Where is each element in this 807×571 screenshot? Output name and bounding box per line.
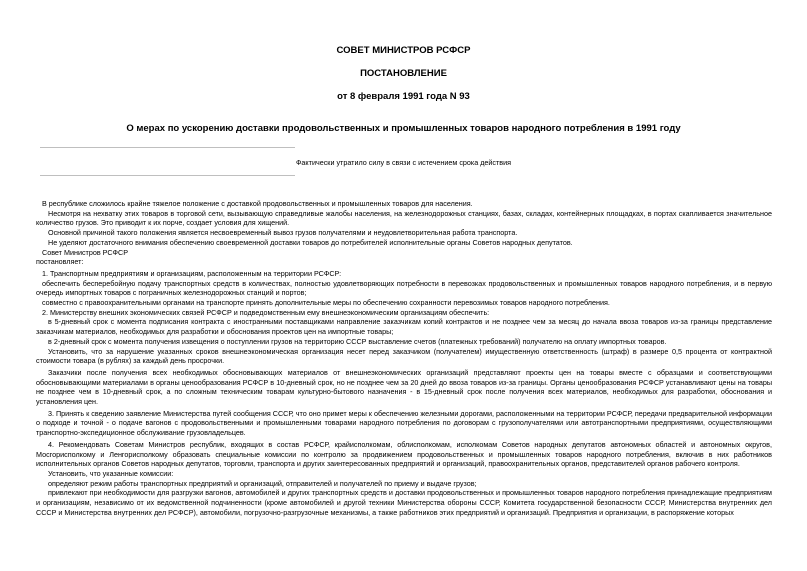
paragraph: Совет Министров РСФСР <box>42 247 129 257</box>
paragraph: постановляет: <box>36 257 84 267</box>
paragraph: Основной причиной такого положения является несвоевременный вывоз грузов получателями и неудовлетворительная работа транспорта. <box>48 228 518 238</box>
divider-bottom <box>40 175 295 176</box>
paragraph: Не уделяют достаточного внимания обеспечению своевременной доставки товаров до потребителей исполнительные органы Советов народных депутатов. <box>48 237 573 247</box>
document-title: О мерах по ускорению доставки продовольственных и промышленных товаров народного потребления в 1991 году <box>126 123 681 134</box>
status-note: Фактически утратило силу в связи с истечением срока действия <box>295 158 512 167</box>
paragraph: Несмотря на нехватку этих товаров в торговой сети, вызывающую справедливые жалобы населения, на железнодорожных станциях, базах, складах, контейнерных площадках, в портах скапливается значительное количество грузов. Это приводит к их порче, создает условия для хищений. <box>36 208 772 228</box>
paragraph: Установить, что за нарушение указанных сроков внешнеэкономическая организация несет перед заказчиком (получателем) имущественную ответственность (штраф) в размере 0,5 процента от контрактной стоимости товара (в рублях) за каждый день просрочки. <box>36 346 772 366</box>
paragraph: В республике сложилось крайне тяжелое положение с доставкой продовольственных и промышленных товаров для населения. <box>42 199 473 208</box>
paragraph: 4. Рекомендовать Советам Министров республик, входящих в состав РСФСР, крайисполкомам, облисполкомам, исполкомам Советов народных депутатов автономных областей и автономных округов, Мосгорисполкому и Ленгорисполкому образовать специальные комиссии по контролю за продвижением продовольственных и промышленных товаров народного потребления, включив в них работников исполнительных органов Советов народных депутатов, торговли, транспорта и других заинтересованных предприятий и организаций, правоохранительных органов, представителей органов рабочего контроля. <box>36 439 772 469</box>
paragraph: определяют режим работы транспортных предприятий и организаций, отправителей и получателей по приему и выдаче грузов; <box>48 478 477 488</box>
paragraph: Заказчики после получения всех необходимых обосновывающих материалов от внешнеэкономических организаций представляют проекты цен на товары вместе с образцами и соответствующими обосновывающими материалами в органы ценообразования РСФСР в 10-дневный срок, но не позднее чем за 20 дней до ввоза товаров из-за границы. Органы ценообразования РСФСР устанавливают цены на товары не позднее чем в 10-дневный срок, а по сложным техническим товарам культурно-бытового назначения - в 15-дневный срок после получения всех материалов, необходимых для разработки, обоснования и установления цен. <box>36 367 772 407</box>
paragraph: 3. Принять к сведению заявление Министерства путей сообщения СССР, что оно примет меры к обеспечению железными дорогами, расположенными на территории РСФСР, передачи предварительной информации о подходе и точной - о подаче вагонов с продовольственными и промышленными товарами народного потребления по договорам с грузополучателями или автотранспортными предприятиями, осуществляющими транспортно-экспедиционное обслуживание грузовладельцев. <box>36 408 772 438</box>
document-date-number: от 8 февраля 1991 года N 93 <box>337 91 470 102</box>
paragraph: в 5-дневный срок с момента подписания контракта с иностранными поставщиками направление заказчикам копий контрактов и не позднее чем за месяц до начала ввоза товаров из-за границы представление заказчикам материалов, необходимых для разработки и обоснования проектов цен на импортные товары; <box>36 317 772 337</box>
paragraph: 1. Транспортным предприятиям и организациям, расположенным на территории РСФСР: <box>42 268 342 278</box>
document-body <box>36 199 772 518</box>
paragraph: в 2-дневный срок с момента получения извещения о поступлении грузов на территорию СССР выставление счетов (платежных требований) получателю на оплату импортных товаров. <box>48 336 667 346</box>
paragraph: привлекают при необходимости для разгрузки вагонов, автомобилей и других транспортных средств и доставки продовольственных и промышленных товаров народного потребления принадлежащие предприятиям и организациям, независимо от их ведомственной подчиненности (кроме автомобилей и другой техники Министерства обороны СССР, Комитета государственной безопасности СССР, Министерства внутренних дел СССР и Министерства внутренних дел РСФСР), автомобили, погрузочно-разгрузочные механизмы, а также работников этих предприятий и организаций. Предприятия и организации, в распоряжение которых <box>36 488 772 517</box>
document-type: ПОСТАНОВЛЕНИЕ <box>360 68 447 79</box>
paragraph: совместно с правоохранительными органами на транспорте принять дополнительные меры по обеспечению сохранности перевозимых товаров народного потребления. <box>42 298 610 308</box>
paragraph: Установить, что указанные комиссии: <box>48 468 174 478</box>
paragraph: 2. Министерству внешних экономических связей РСФСР и подведомственным ему внешнеэкономическим организациям обеспечить: <box>42 307 490 317</box>
paragraph: обеспечить бесперебойную подачу транспортных средств в количествах, полностью удовлетворяющих потребности в перевозках продовольственных и промышленных товаров народного потребления, и в первую очередь импортных товаров с пограничных железнодорожных станций и портов; <box>36 278 772 298</box>
divider-top <box>40 147 295 148</box>
issuing-authority: СОВЕТ МИНИСТРОВ РСФСР <box>336 45 471 56</box>
